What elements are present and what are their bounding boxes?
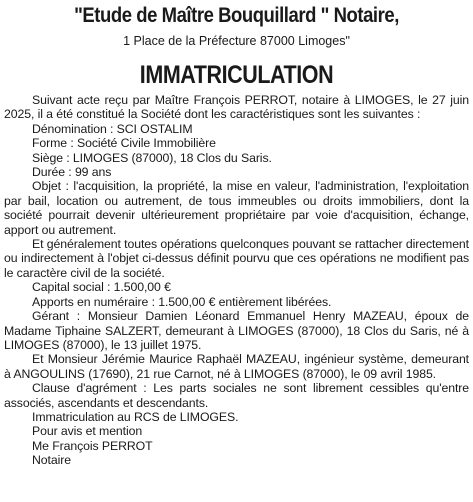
forme-line: Forme : Société Civile Immobilière	[32, 136, 216, 151]
apports-line: Apports en numéraire : 1.500,00 € entièrement libérées.	[32, 294, 332, 309]
clause-paragraph: Clause d'agrément : Les parts sociales ne sont librement cessibles qu'entre associés, ascendants et descendants.	[4, 381, 469, 410]
objet-paragraph: Objet : l'acquisition, la propriété, la mise en valeur, l'administration, l'exploitation par bail, location ou autrement, de tous immeubles ou droits immobiliers, dont la société pourrait devenir ultérieurement propriétaire par voie d'acquisition, échange, apport ou autrement.	[4, 179, 469, 237]
rcs-line: Immatriculation au RCS de LIMOGES.	[32, 409, 239, 424]
second-gerant-paragraph: Et Monsieur Jérémie Maurice Raphaël MAZEAU, ingénieur système, demeurant à ANGOULINS (17690), 21 rue Carnot, né à LIMOGES (87000), le 09 avril 1985.	[4, 352, 469, 381]
notary-address: 1 Place de la Préfecture 87000 Limoges"	[123, 34, 350, 48]
intro-paragraph: Suivant acte reçu par Maître François PERROT, notaire à LIMOGES, le 27 juin 2025, il a été constitué la Société dont les caractéristiques sont les suivantes :	[4, 93, 469, 122]
signature-name: Me François PERROT	[32, 438, 153, 453]
denomination-line: Dénomination : SCI OSTALIM	[32, 121, 193, 136]
capital-line: Capital social : 1.500,00 €	[32, 280, 171, 295]
signature-role: Notaire	[32, 453, 71, 468]
general-paragraph: Et généralement toutes opérations quelconques pouvant se rattacher directement ou indirectement à l'objet ci-dessus définit pourvu que ces opérations ne modifient pas le caractère civil de la société.	[4, 237, 469, 280]
duree-line: Durée : 99 ans	[32, 165, 112, 180]
notice-body	[4, 93, 469, 468]
notary-office-title: "Etude de Maître Bouquillard " Notaire,	[74, 4, 399, 27]
notice-heading: IMMATRICULATION	[139, 61, 334, 89]
gerant-paragraph: Gérant : Monsieur Damien Léonard Emmanuel Henry MAZEAU, époux de Madame Tiphaine SALZERT, demeurant à LIMOGES (87000), 18 Clos du Saris, né à LIMOGES (87000), le 13 juillet 1975.	[4, 309, 469, 352]
siege-line: Siège : LIMOGES (87000), 18 Clos du Saris.	[32, 150, 272, 165]
signature-mention: Pour avis et mention	[32, 424, 143, 439]
